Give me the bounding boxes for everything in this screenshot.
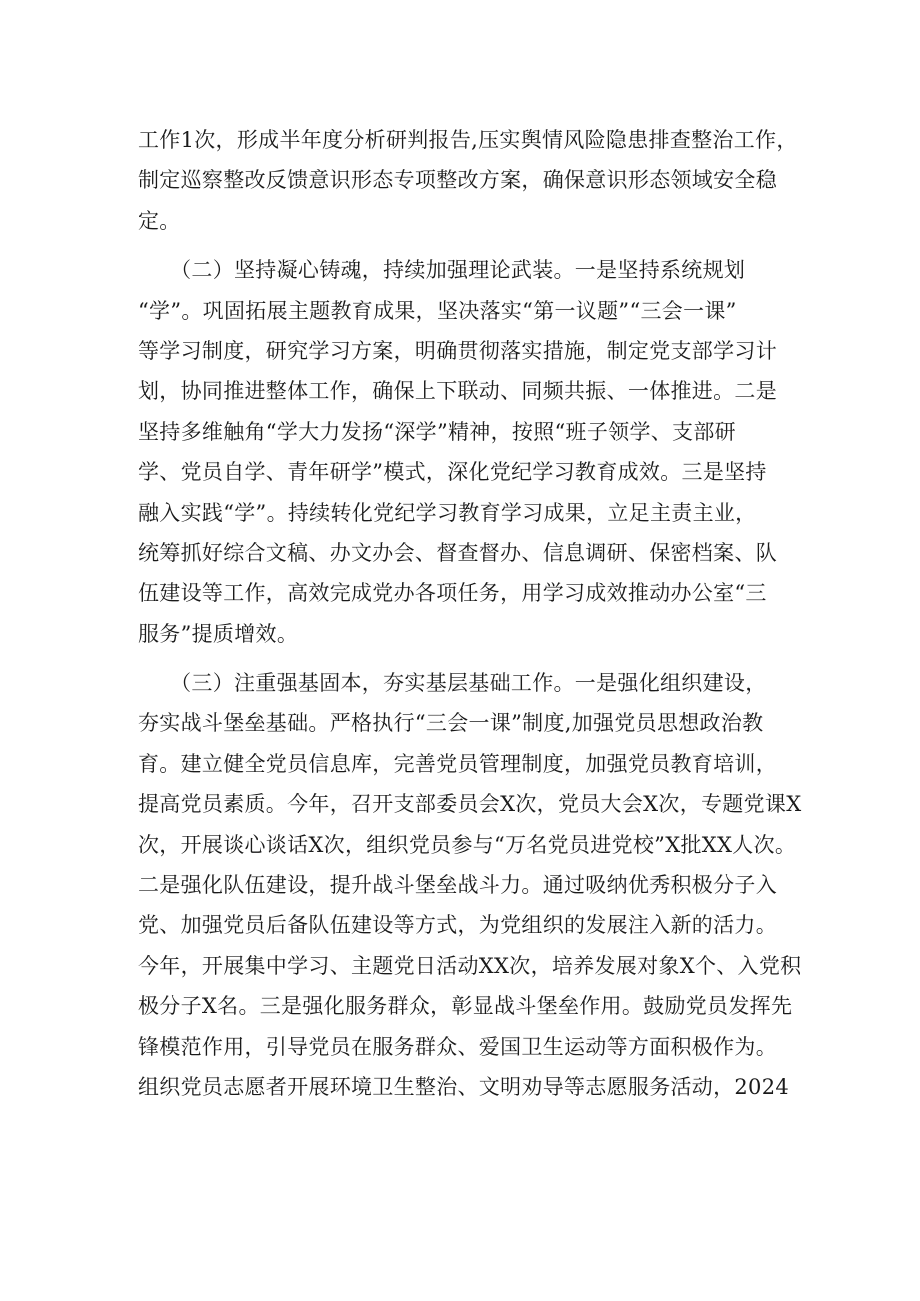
text-line: 等学习制度，研究学习方案，明确贯彻落实措施，制定党支部学习计 [138,338,777,363]
text-line: 提高党员素质。今年，召开支部委员会X次，党员大会X次，专题党课X [138,792,802,817]
text-line: 组织党员志愿者开展环境卫生整治、文明劝导等志愿服务活动，2024 [138,1074,790,1099]
text-line: 夯实战斗堡垒基础。严格执行“三会一课”制度,加强党员思想政治教 [138,711,764,736]
text-line: 统筹抓好综合文稿、办文办会、督查督办、信息调研、保密档案、队 [138,540,777,565]
text-line: “学”。巩固拓展主题教育成果，坚决落实“第一议题”“三会一课” [138,298,737,323]
text-line: 二是强化队伍建设，提升战斗堡垒战斗力。通过吸纳优秀积极分子入 [138,873,777,898]
text-line: 制定巡察整改反馈意识形态专项整改方案，确保意识形态领域安全稳 [138,168,777,193]
text-line: 工作1次，形成半年度分析研判报告,压实舆情风险隐患排查整治工作， [138,128,798,152]
text-line: （二）坚持凝心铸魂，持续加强理论武装。一是坚持系统规划 [138,258,746,283]
text-line: 育。建立健全党员信息库，完善党员管理制度，加强党员教育培训， [138,751,777,776]
text-line: 今年，开展集中学习、主题党日活动XX次，培养发展对象X个、入党积 [138,953,802,978]
paragraph-1 [138,120,798,241]
text-line: 坚持多维触角“学大力发扬“深学”精神，按照“班子领学、支部研 [138,419,736,444]
text-line: 学、党员自学、青年研学”模式，深化党纪学习教育成效。三是坚持 [138,460,767,485]
text-line: 划，协同推进整体工作，确保上下联动、同频共振、一体推进。二是 [138,379,777,404]
text-line: 锋模范作用，引导党员在服务群众、爱国卫生运动等方面积极作为。 [138,1034,777,1059]
text-line: 党、加强党员后备队伍建设等方式，为党组织的发展注入新的活力。 [138,913,777,938]
text-line: 定。 [138,208,181,233]
text-line: （三）注重强基固本，夯实基层基础工作。一是强化组织建设， [138,671,767,696]
text-line: 服务”提质增效。 [138,621,299,646]
text-line: 次，开展谈心谈话X次，组织党员参与“万名党员进党校”X批XX人次。 [138,832,797,857]
paragraph-2 [138,250,798,654]
document-body [138,120,802,1107]
text-line: 融入实践“学”。持续转化党纪学习教育学习成果，立足主责主业， [138,500,757,525]
paragraph-3 [138,663,802,1107]
text-line: 极分子X名。三是强化服务群众，彰显战斗堡垒作用。鼓励党员发挥先 [138,994,793,1019]
text-line: 伍建设等工作，高效完成党办各项任务，用学习成效推动办公室“三 [138,581,767,606]
